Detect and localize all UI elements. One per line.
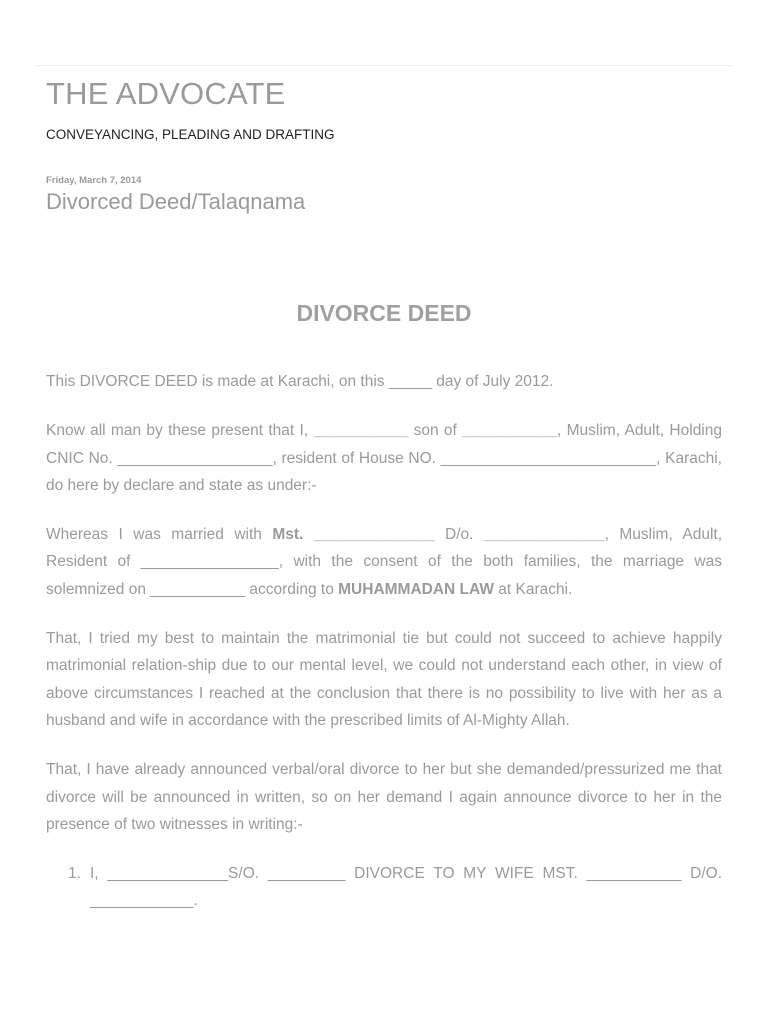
deed-paragraph-declaration bbox=[46, 417, 722, 499]
text: son of bbox=[408, 422, 463, 440]
blog-title[interactable]: THE ADVOCATE bbox=[46, 76, 286, 111]
text: Whereas I was married with bbox=[46, 526, 273, 544]
post-body bbox=[46, 296, 722, 915]
deed-heading: DIVORCE DEED bbox=[296, 300, 472, 326]
deed-paragraph-intro: This DIVORCE DEED is made at Karachi, on this _____ day of July 2012. bbox=[46, 373, 554, 390]
father-name-blank: ___________ bbox=[462, 422, 557, 440]
text: D/o. bbox=[434, 526, 484, 544]
post-date: Friday, March 7, 2014 bbox=[46, 175, 142, 186]
blog-description: CONVEYANCING, PLEADING AND DRAFTING bbox=[46, 127, 335, 142]
text bbox=[303, 526, 313, 543]
list-item bbox=[46, 860, 722, 915]
header-divider bbox=[36, 65, 732, 66]
wife-name-blank: ______________ bbox=[313, 526, 435, 544]
deed-paragraph-marriage bbox=[46, 521, 722, 603]
post-title[interactable]: Divorced Deed/Talaqnama bbox=[46, 189, 306, 214]
wife-father-blank: ______________ bbox=[483, 526, 605, 544]
mst-label: Mst. bbox=[272, 526, 304, 544]
text: , Muslim, Adult, Holding CNIC No. __________________, resident of House NO. _________________________, Karachi, do here by declare and state as under:- bbox=[46, 422, 722, 494]
name-blank: ___________ bbox=[313, 422, 409, 440]
deed-paragraph-matrimonial: That, I tried my best to maintain the matrimonial tie but could not succeed to achieve happily matrimonial relation-ship due to our mental level, we could not understand each other, in view of above circumstances I reached at the conclusion that there is no possibility to live with her as a husband and wife in accordance with the prescribed limits of Al-Mighty Allah. bbox=[46, 630, 722, 729]
list-text: I, ______________S/O. _________ DIVORCE TO MY WIFE MST. ___________ D/O. ____________. bbox=[90, 865, 722, 910]
muhammadan-law: MUHAMMADAN LAW bbox=[338, 580, 494, 598]
text: , Muslim, Adult, Resident of ________________, with the consent of the both families, the marriage was solemnized on ___________ according to bbox=[46, 526, 723, 598]
list-number: 1. bbox=[68, 865, 81, 883]
deed-paragraph-announcement: That, I have already announced verbal/oral divorce to her but she demanded/pressurized me that divorce will be announced in written, so on her demand I again announce divorce to her in the presence of two witnesses in writing:- bbox=[46, 761, 722, 833]
divorce-list bbox=[46, 860, 722, 915]
text: at Karachi. bbox=[493, 580, 573, 598]
text: Know all man by these present that I, bbox=[46, 422, 314, 440]
